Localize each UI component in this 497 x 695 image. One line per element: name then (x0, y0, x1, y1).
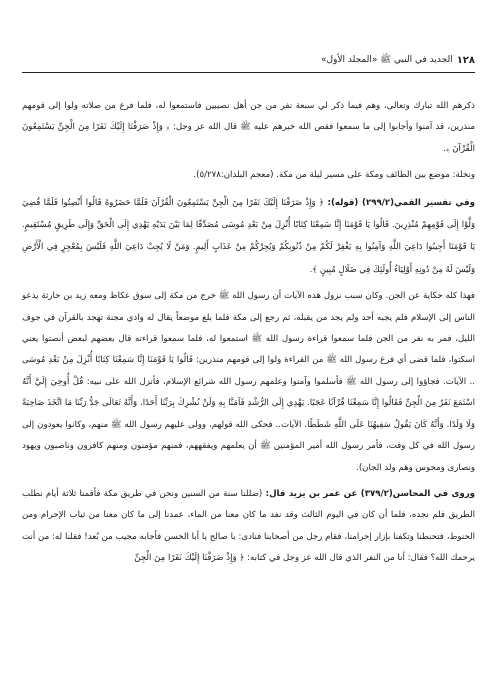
paragraph-3 (22, 192, 475, 282)
paragraph-2-text: ونخلة: موضع بين الطائف ومكة على مسير ليلة من مكة. (معجم البلدان:٥/٢٧٨). (193, 170, 475, 181)
page (22, 0, 475, 695)
header-divider (22, 72, 475, 73)
page-number: ١٢٨ (456, 54, 475, 66)
paragraph-2 (22, 165, 475, 186)
header-right (321, 53, 475, 67)
running-title: الجديد في النبي ﷺ «المجلد الأول» (321, 55, 453, 65)
body-text (22, 96, 475, 570)
paragraph-3-quran: ﴿ وَإِذْ صَرَفْنَا إِلَيْكَ نَفَرًا مِنَ الْجِنِّ يَسْتَمِعُونَ الْقُرْآنَ فَلَمَّا حَضَرُوهُ قَالُوا أَنْصِتُوا فَلَمَّا قُضِيَ وَلَّوْا إِلَى قَوْمِهِمْ مُنْذِرِينَ. قَالُوا يَا قَوْمَنَا إِنَّا سَمِعْنَا كِتَابًا أُنْزِلَ مِنْ بَعْدِ مُوسَى مُصَدِّقًا لِمَا بَيْنَ يَدَيْهِ يَهْدِي إِلَى الْحَقِّ وَإِلَى طَرِيقٍ مُسْتَقِيمٍ. يَا قَوْمَنَا أَجِيبُوا دَاعِيَ اللَّهِ وَآمِنُوا بِهِ يَغْفِرْ لَكُمْ مِنْ ذُنُوبِكُمْ وَيُجِرْكُمْ مِنْ عَذَابٍ أَلِيمٍ. وَمَنْ لَا يُجِبْ دَاعِيَ اللَّهِ فَلَيْسَ بِمُعْجِزٍ فِي الْأَرْضِ وَلَيْسَ لَهُ مِنْ دُونِهِ أَوْلِيَاءُ أُولَئِكَ فِي ضَلَالٍ مُبِينٍ ﴾. (22, 196, 475, 274)
paragraph-1 (22, 96, 475, 160)
running-header (22, 52, 475, 68)
paragraph-3-lead: وفي تفسير القمي(٢٩٩/٢) (قوله): (323, 197, 475, 208)
paragraph-4-text: فهذا كله حكاية عن الجن. وكان سبب نزول هذه الآيات أن رسول الله ﷺ خرج من مكة إلى سوق عكاظ ومعه زيد بن حارثة يدعو الناس إلى الإسلام فلم يجبه أحد ولم يجد من يقبله، ثم رجع إلى مكة فلما بلغ موضعاً يقال له وادي مجنة تهجد بالقرآن في جوف الليل، فمر به نفر من الجن فلما سمعوا قراءة رسول الله ﷺ استمعوا له، فلما سمعوا قراءته قال بعضهم لبعض أنصتوا يعني اسكتوا، فلما قضى أي فرغ رسول الله ﷺ من القراءة ولوا إلى قومهم منذرين: قَالُوا يَا قَوْمَنَا إِنَّا سَمِعْنَا كِتَابًا أُنْزِلَ مِنْ بَعْدِ مُوسَى .. الآيات. فجاؤوا إلى رسول الله ﷺ فأسلموا وآمنوا وعلمهم رسول الله شرائع الإسلام، فأنزل الله على نبيه: قُلْ أُوحِيَ إِلَيَّ أَنَّهُ اسْتَمَعَ نَفَرٌ مِنَ الْجِنِّ فَقَالُوا إِنَّا سَمِعْنَا قُرْآنًا عَجَبًا. يَهْدِي إِلَى الرُّشْدِ فَآمَنَّا بِهِ وَلَنْ نُشْرِكَ بِرَبِّنَا أَحَدًا. وَأَنَّهُ تَعَالَى جَدُّ رَبِّنَا مَا اتَّخَذَ صَاحِبَةً وَلَا وَلَدًا. وَأَنَّهُ كَانَ يَقُولُ سَفِيهُنَا عَلَى اللَّهِ شَطَطًا. الآيات.. فحكى الله قولهم، وولى عليهم رسول الله ﷺ منهم، وكانوا يعودون إلى رسول الله في كل وقت، فأمر رسول الله أمير المؤمنين ﷺ أن يعلمهم ويفقههم، فمنهم مؤمنون ومنهم كافرون وناصبون ويهود ونصارى ومجوس وهم ولد الجان). (22, 291, 475, 473)
paragraph-5 (22, 484, 475, 570)
paragraph-4 (22, 286, 475, 479)
paragraph-1-text: ذكرهم الله تبارك وتعالى، وهم فيما ذكر لي سبعة نفر من جن أهل نصيبين فاستمعوا له، فلما فرغ من صلاته ولوا إلى قومهم منذرين، قد آمنوا وأجابوا إلى ما سمعوا فقص الله خبرهم عليه ﷺ قال الله عز وجل: ﴿ وَإِذْ صَرَفْنَا إِلَيْكَ نَفَرًا مِنَ الْجِنِّ يَسْتَمِعُونَ الْقُرْآنَ ﴾. (22, 101, 475, 154)
paragraph-5-lead: وروى في المحاسن(٣٧٩/٢) عن عمر بن يزيد قال: (262, 488, 475, 499)
paragraph-5-text: (ضللنا سنة من السنين ونحن في طريق مكة فأقمنا ثلاثة أيام نطلب الطريق فلم نجده، فلما أن كان في اليوم الثالث وقد نفد ما كان معنا من الماء، عمدنا إلى ما كان معنا من ثياب الإحرام ومن الحنوط، فتحنطنا وتكفنا بإزار إحرامنا، فقام رجل من أصحابنا فنادى: يا صالح يا أبا الحسن فأجابه مجيب من بُعد! فقلنا له: من أنت يرحمك الله؟ فقال: أنا من النفر الذي قال الله عز وجل في كتابه: ﴿ وَإِذْ صَرَفْنَا إِلَيْكَ نَفَرًا مِنَ الْجِنِّ (22, 488, 475, 564)
